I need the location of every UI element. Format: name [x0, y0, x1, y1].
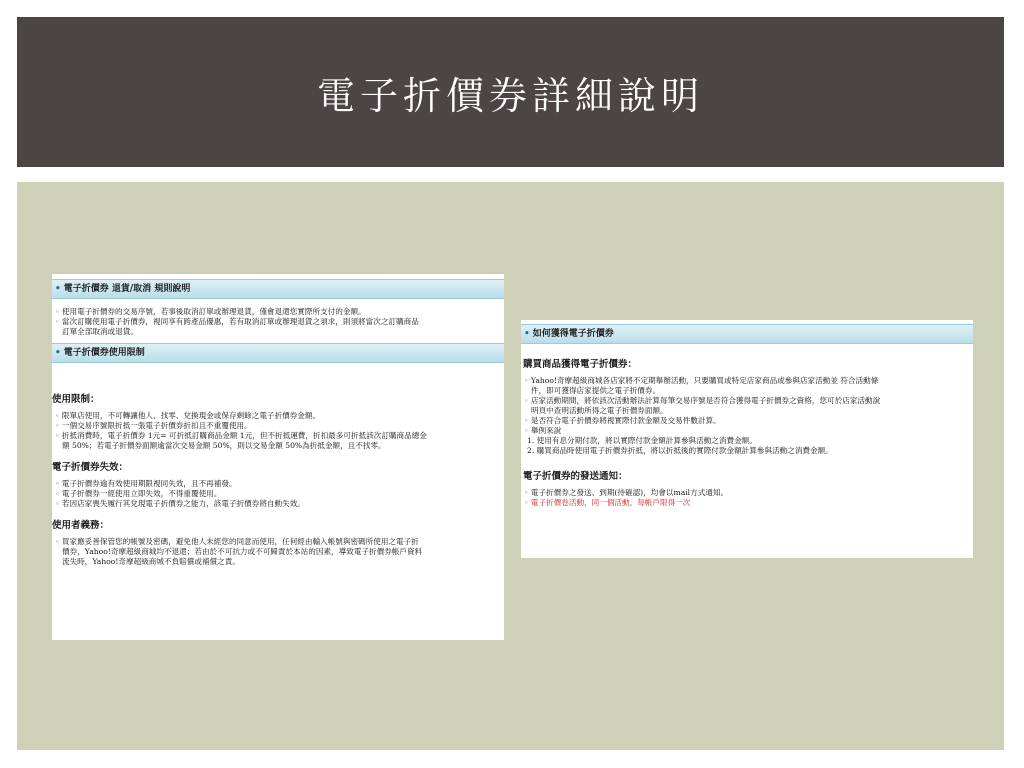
bullet-icon: ◦	[55, 431, 62, 440]
bullet-icon: ◦	[524, 416, 531, 425]
bullet-icon: ◦	[55, 307, 62, 316]
list-item: ◦ 是否符合電子折價券將視實際付款金額及交易件數計算。	[524, 416, 721, 425]
list-item: 流失時，Yahoo!奇摩超級商城不負賠償或補償之責。	[62, 557, 240, 566]
title-bar	[17, 17, 1004, 167]
duty-heading: 使用者義務：	[52, 520, 110, 531]
list-item: 件，即可獲得店家提供之電子折價券。	[531, 386, 661, 395]
list-item: ◦ 店家活動期間，將依該次活動辦法計算每筆交易序號是否符合獲得電子折價券之資格，您可於店家活動說	[524, 396, 881, 405]
buy-heading: 購買商品獲得電子折價券：	[523, 359, 638, 370]
list-item: ◦ 使用電子折價券的交易序號，若事後取消訂單或辦理退貨，僅會退還您實際所支付的金額。	[55, 307, 366, 316]
bullet-dot-icon: •	[55, 348, 61, 358]
section-header-how-to-get: • 如何獲得電子折價券	[521, 324, 973, 344]
list-item: ◦ 舉例來說	[524, 426, 562, 435]
section-header-usage-limits: • 電子折價券使用限制	[52, 343, 504, 363]
list-item: 額 50%；若電子折價券面額逾當次交易金額 50%，則以交易金額 50%為折抵金額，且不找零。	[62, 441, 386, 450]
bullet-icon: ◦	[55, 421, 62, 430]
bullet-icon: ◦	[55, 489, 62, 498]
red-notice: ◦ 電子折價卷活動，同一個活動，每帳戶限得一次	[524, 498, 691, 507]
bullet-dot-icon: •	[524, 329, 530, 339]
bullet-dot-icon: •	[55, 284, 61, 294]
list-item: ◦ 若因店家喪失履行其兌現電子折價券之能力，該電子折價券將自動失效。	[55, 499, 305, 508]
content-area	[17, 182, 1004, 750]
expire-heading: 電子折價券失效：	[52, 462, 129, 473]
bullet-icon: ◦	[524, 426, 531, 435]
right-screenshot-panel	[521, 320, 973, 558]
limits-heading: 使用限制：	[52, 394, 100, 405]
notice-heading: 電子折價券的發送通知：	[523, 471, 628, 482]
list-item: ◦ 電子折價券一經使用立即失效，不得重覆使用。	[55, 489, 222, 498]
bullet-icon: ◦	[524, 498, 531, 507]
list-item: ◦ 電子折價券逾有效使用期限視同失效，且不再補發。	[55, 479, 237, 488]
list-item: ◦ 買家應妥善保管您的帳號及密碼，避免他人未經您的同意而使用，任何經由輸入帳號與密碼所使用之電子折	[55, 537, 419, 546]
slide	[17, 17, 1004, 750]
bullet-icon: ◦	[524, 376, 531, 385]
bullet-icon: ◦	[55, 317, 62, 326]
bullet-icon: ◦	[55, 499, 62, 508]
list-item: ◦ 一個交易序號限折抵一張電子折價券折扣且不重覆使用。	[55, 421, 252, 430]
list-item: ◦ 當次訂購使用電子折價券，視同享有跨產品優惠，若有取消訂單或辦理退貨之須求，則須將當次之訂購商品	[55, 317, 419, 326]
left-screenshot-panel	[52, 274, 504, 640]
section-header-return-rules: • 電子折價券 退貨/取消 規則說明	[52, 279, 504, 299]
slide-title: 電子折價券詳細說明	[316, 73, 704, 118]
list-item: 1. 使用有息分期付款，將以實際付款金額計算參與活動之消費金額。	[527, 436, 757, 445]
list-item: ◦ 電子折價券之發送、到期(待確認)，均會以mail方式通知。	[524, 488, 729, 497]
list-item: ◦ 折抵消費時，電子折價券 1元= 可折抵訂購商品金額 1元，但不折抵運費，折扣最多可折抵該次訂購商品總金	[55, 431, 427, 440]
list-item: 明頁中查明活動所得之電子折價券面額。	[531, 406, 668, 415]
bullet-icon: ◦	[55, 479, 62, 488]
bullet-icon: ◦	[55, 537, 62, 546]
list-item: ◦ 限單店使用，不可轉讓他人、找零、兌換現金或保存剩餘之電子折價券金額。	[55, 411, 321, 420]
bullet-icon: ◦	[524, 396, 531, 405]
bullet-icon: ◦	[55, 411, 62, 420]
list-item: 訂單全部取消或退貨。	[62, 327, 138, 336]
list-item: 2. 購買商品時使用電子折價券折抵，將以折抵後的實際付款金額計算參與活動之消費金額。	[527, 446, 833, 455]
list-item: 價券，Yahoo!奇摩超級商城均不退還；若由於不可抗力或不可歸責於本站的因素，導致電子折價券帳戶資料	[62, 547, 423, 556]
bullet-icon: ◦	[524, 488, 531, 497]
list-item: ◦ Yahoo!奇摩超級商城各店家將不定期舉辦活動，只要購買或特定店家商品或參與店家活動並 符合活動條	[524, 376, 879, 385]
